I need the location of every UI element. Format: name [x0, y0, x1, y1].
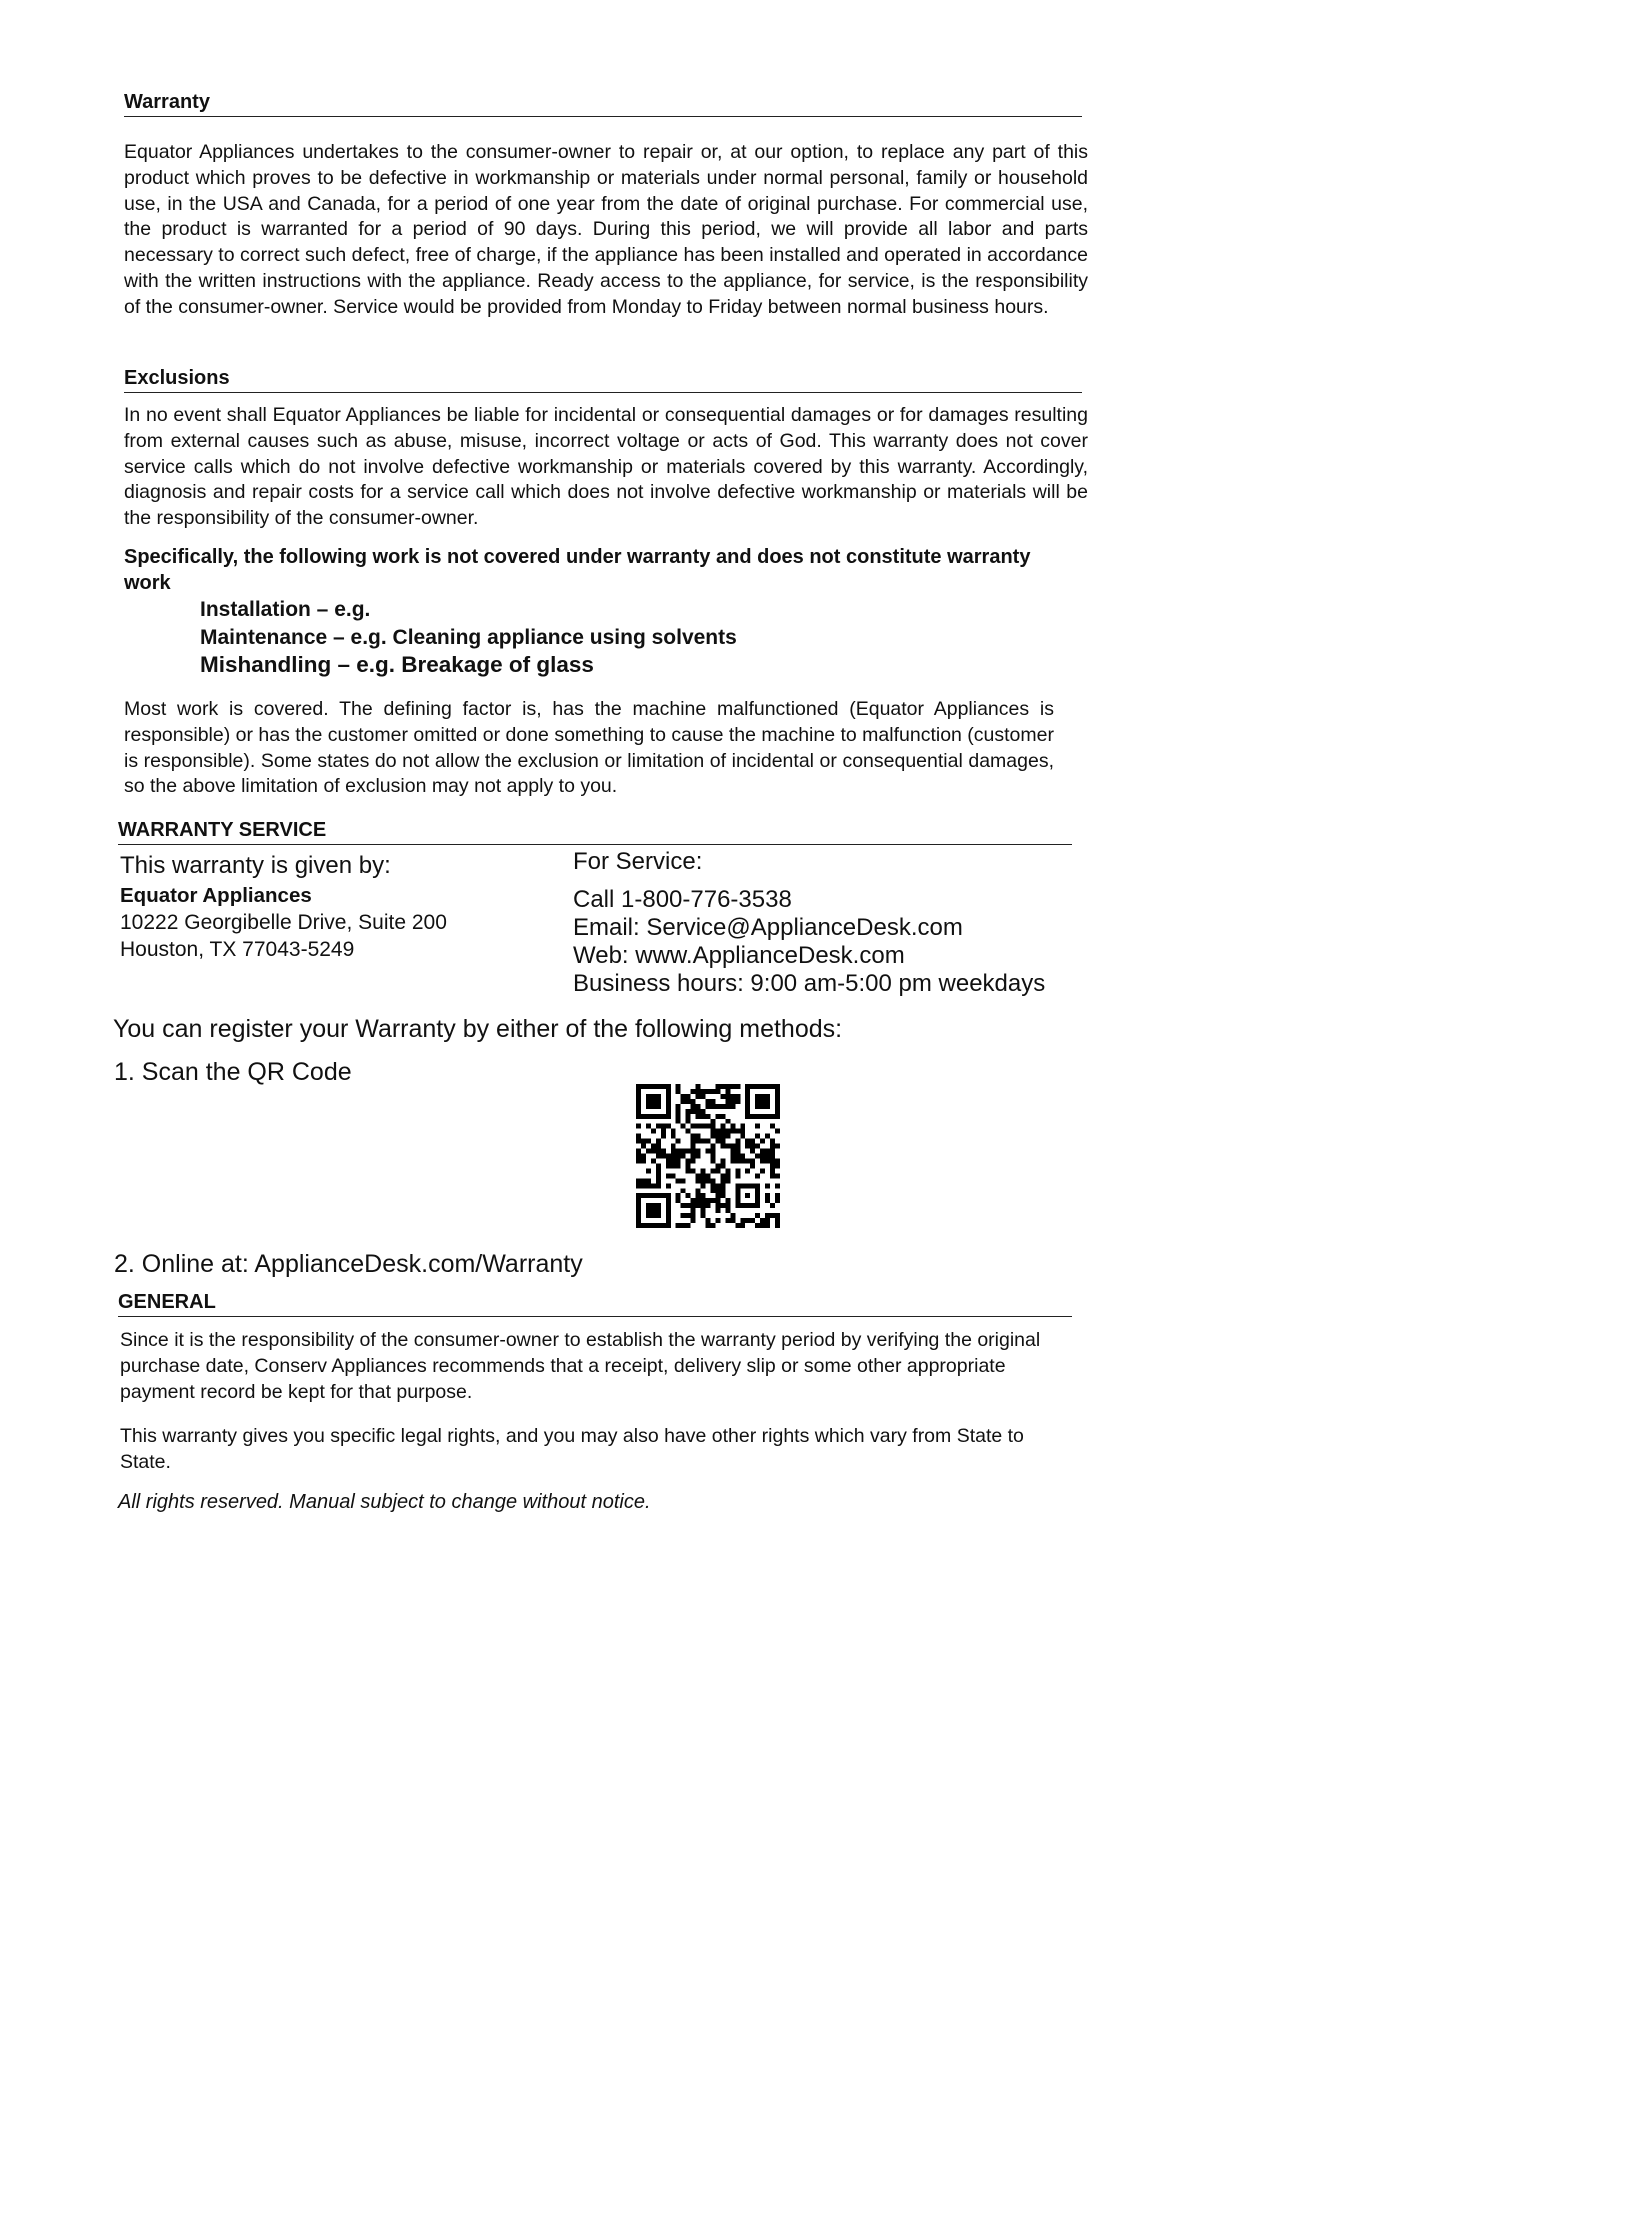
- qr-code[interactable]: [636, 1084, 780, 1228]
- registration-method-qr: 1. Scan the QR Code: [114, 1058, 352, 1086]
- exclusion-item-mishandling: Mishandling – e.g. Breakage of glass: [200, 652, 594, 677]
- service-hours: Business hours: 9:00 am-5:00 pm weekdays: [573, 970, 1046, 997]
- warranty-service-heading: WARRANTY SERVICE: [118, 818, 1072, 845]
- company-name: Equator Appliances: [120, 884, 312, 907]
- for-service-label: For Service:: [573, 848, 703, 875]
- service-contact-block: [573, 848, 1093, 998]
- warranty-heading: Warranty: [124, 90, 1082, 117]
- exclusions-body: In no event shall Equator Appliances be liable for incidental or consequential damages or for damages resulting from external causes such as abuse, misuse, incorrect voltage or acts of God. This warranty does not cover service calls which do not involve defective workmanship or materials covered by this warranty. Accordingly, diagnosis and repair costs for a service call which does not involve defective workmanship or materials will be the responsibility of the consumer-owner.: [124, 404, 1088, 530]
- given-by-label: This warranty is given by:: [120, 852, 391, 879]
- general-para-2: This warranty gives you specific legal rights, and you may also have other rights which vary from State to State.: [120, 1425, 1024, 1473]
- service-web: Web: www.ApplianceDesk.com: [573, 942, 905, 969]
- exclusion-item-installation: Installation – e.g.: [200, 598, 371, 621]
- registration-intro: You can register your Warranty by either of the following methods:: [113, 1015, 843, 1043]
- service-email: Email: Service@ApplianceDesk.com: [573, 914, 963, 941]
- general-para-1: Since it is the responsibility of the consumer-owner to establish the warranty period by verifying the original purchase date, Conserv Appliances recommends that a receipt, delivery slip or some other appropriate payment record be kept for that purpose.: [120, 1329, 1041, 1403]
- exclusion-item-maintenance: Maintenance – e.g. Cleaning appliance using solvents: [200, 625, 737, 649]
- exclusions-list: [200, 596, 737, 679]
- address-line-2: Houston, TX 77043-5249: [120, 938, 355, 961]
- warranty-giver-block: [120, 851, 550, 963]
- exclusions-heading: Exclusions: [124, 366, 1082, 393]
- registration-method-online: 2. Online at: ApplianceDesk.com/Warranty: [114, 1250, 583, 1278]
- warranty-body: Equator Appliances undertakes to the consumer-owner to repair or, at our option, to replace any part of this product which proves to be defective in workmanship or materials under normal personal, family or household use, in the USA and Canada, for a period of one year from the date of original purchase. For commercial use, the product is warranted for a period of 90 days. During this period, we will provide all labor and parts necessary to correct such defect, free of charge, if the appliance has been installed and operated in accordance with the written instructions with the appliance. Ready access to the appliance, for service, is the responsibility of the consumer-owner. Service would be provided from Monday to Friday between normal business hours.: [124, 141, 1088, 318]
- general-heading: GENERAL: [118, 1290, 1072, 1317]
- rights-notice: All rights reserved. Manual subject to change without notice.: [118, 1491, 651, 1513]
- exclusions-note: Most work is covered. The defining factor is, has the machine malfunctioned (Equator Appliances is responsible) or has the customer omitted or done something to cause the machine to malfunction (customer is responsible). Some states do not allow the exclusion or limitation of incidental or consequential damages, so the above limitation of exclusion may not apply to you.: [124, 698, 1054, 798]
- exclusions-specifically: Specifically, the following work is not covered under warranty and does not constitute warranty work: [124, 546, 1031, 594]
- address-line-1: 10222 Georgibelle Drive, Suite 200: [120, 911, 447, 934]
- service-phone: Call 1-800-776-3538: [573, 886, 792, 913]
